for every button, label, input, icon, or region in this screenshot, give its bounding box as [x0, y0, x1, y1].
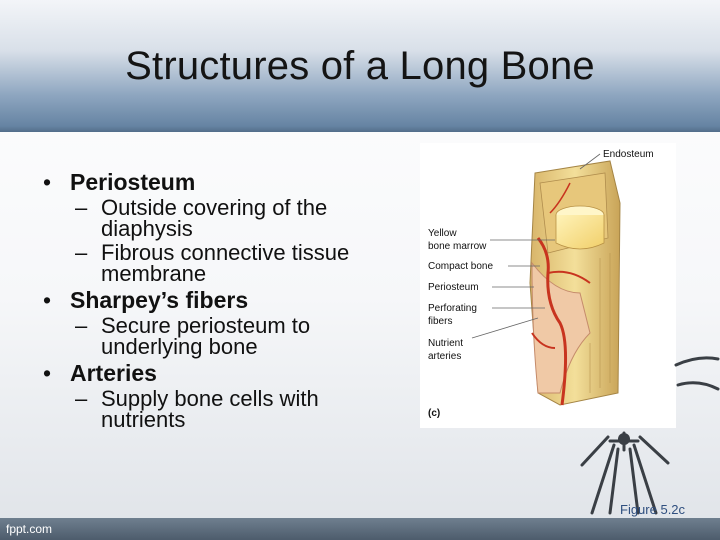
bullet-symbol: •: [43, 169, 52, 195]
label-nutrient-arteries-2: arteries: [428, 351, 462, 362]
sub-bullet: [40, 315, 370, 357]
bullet-label: Arteries: [70, 360, 157, 386]
footer-bar: [0, 518, 720, 540]
label-periosteum: Periosteum: [428, 282, 479, 293]
sub-bullet-symbol: –: [75, 386, 88, 411]
sub-bullet-text: Secure periosteum to underlying bone: [101, 313, 311, 359]
bullet-list: [40, 166, 370, 430]
label-nutrient-arteries-1: Nutrient: [428, 338, 464, 349]
sub-bullet-symbol: –: [75, 240, 88, 265]
figure-caption: Figure 5.2c: [620, 502, 686, 517]
yellow-marrow-shape: [556, 215, 604, 249]
skeleton-decoration: [578, 345, 720, 517]
bullet-symbol: •: [43, 360, 52, 386]
bullet-periosteum: [40, 170, 370, 194]
bullet-arteries: [40, 361, 370, 385]
bullet-sharpeys-fibers: [40, 288, 370, 312]
label-endosteum: Endosteum: [603, 149, 654, 160]
label-perforating-fibers-2: fibers: [428, 316, 453, 327]
sub-bullet: [40, 197, 370, 239]
label-perforating-fibers-1: Perforating: [428, 303, 477, 314]
sub-bullet-text: Outside covering of the diaphysis: [101, 195, 328, 241]
sub-bullet-symbol: –: [75, 195, 88, 220]
label-compact-bone: Compact bone: [428, 261, 494, 272]
bullet-label: Sharpey’s fibers: [70, 287, 249, 313]
slide-title: Structures of a Long Bone: [125, 44, 595, 88]
sub-bullet-symbol: –: [75, 313, 88, 338]
sub-bullet: [40, 242, 370, 284]
label-yellow-marrow-1: Yellow: [428, 228, 457, 239]
sub-bullet-text: Supply bone cells with nutrients: [101, 386, 319, 432]
bullet-symbol: •: [43, 287, 52, 313]
sub-bullet: [40, 388, 370, 430]
bullet-label: Periosteum: [70, 169, 196, 195]
label-yellow-marrow-2: bone marrow: [428, 241, 487, 252]
label-panel-c: (c): [428, 408, 441, 419]
footer-brand: fppt.com: [6, 522, 53, 536]
sub-bullet-text: Fibrous connective tissue membrane: [101, 240, 350, 286]
